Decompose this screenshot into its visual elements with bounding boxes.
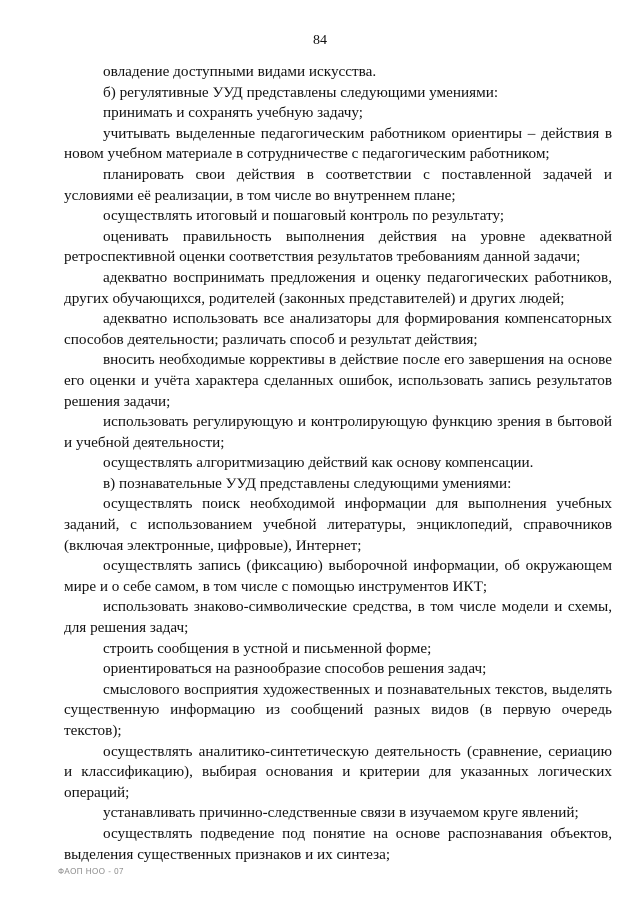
document-body xyxy=(64,62,612,865)
paragraph: ориентироваться на разнообразие способов решения задач; xyxy=(103,660,487,678)
paragraph: использовать знаково-символические средства, в том числе модели и схемы, для решения задач; xyxy=(64,598,612,637)
footer-mark: ФАОП НОО - 07 xyxy=(58,867,124,876)
page-number: 84 xyxy=(313,33,327,48)
paragraph: использовать регулирующую и контролирующую функцию зрения в бытовой и учебной деятельности; xyxy=(64,413,612,451)
paragraph: осуществлять алгоритмизацию действий как основу компенсации. xyxy=(103,454,534,472)
paragraph: осуществлять поиск необходимой информации для выполнения учебных заданий, с использованием учебной литературы, энциклопедий, справочников (включая электронные, цифровые), Интернет; xyxy=(64,495,612,554)
paragraph: адекватно воспринимать предложения и оценку педагогических работников, других обучающихся, родителей (законных представителей) и других людей; xyxy=(64,268,612,307)
paragraph: осуществлять аналитико-синтетическую деятельность (сравнение, сериацию и классификацию), выбирая основания и критерии для указанных логических операций; xyxy=(64,742,612,801)
paragraph: осуществлять итоговый и пошаговый контроль по результату; xyxy=(103,207,505,225)
paragraph: осуществлять подведение под понятие на основе распознавания объектов, выделения существенных признаков и их синтеза; xyxy=(64,824,612,863)
paragraph: оценивать правильность выполнения действия на уровне адекватной ретроспективной оценки соответствия результатов требованиям данной задачи; xyxy=(64,227,612,266)
paragraph: вносить необходимые коррективы в действие после его завершения на основе его оценки и учёта характера сделанных ошибок, использовать запись результатов решения задачи; xyxy=(64,351,612,410)
paragraph: принимать и сохранять учебную задачу; xyxy=(103,104,364,122)
paragraph: осуществлять запись (фиксацию) выборочной информации, об окружающем мире и о себе самом, в том числе с помощью инструментов ИКТ; xyxy=(64,557,612,595)
paragraph: смыслового восприятия художественных и познавательных текстов, выделять существенную информацию из сообщений разных видов (в первую очередь текстов); xyxy=(64,680,612,739)
paragraph: овладение доступными видами искусства. xyxy=(103,63,377,80)
paragraph: учитывать выделенные педагогическим работником ориентиры – действия в новом учебном материале в сотрудничестве с педагогическим работником; xyxy=(64,124,612,163)
paragraph: планировать свои действия в соответствии с поставленной задачей и условиями её реализации, в том числе во внутреннем плане; xyxy=(64,165,612,204)
paragraph: устанавливать причинно-следственные связи в изучаемом круге явлений; xyxy=(103,804,579,822)
paragraph: б) регулятивные УУД представлены следующими умениями: xyxy=(103,83,499,101)
paragraph: адекватно использовать все анализаторы для формирования компенсаторных способов деятельности; различать способ и результат действия; xyxy=(64,310,612,348)
paragraph: строить сообщения в устной и письменной форме; xyxy=(103,639,432,657)
paragraph: в) познавательные УУД представлены следующими умениями: xyxy=(103,474,512,492)
